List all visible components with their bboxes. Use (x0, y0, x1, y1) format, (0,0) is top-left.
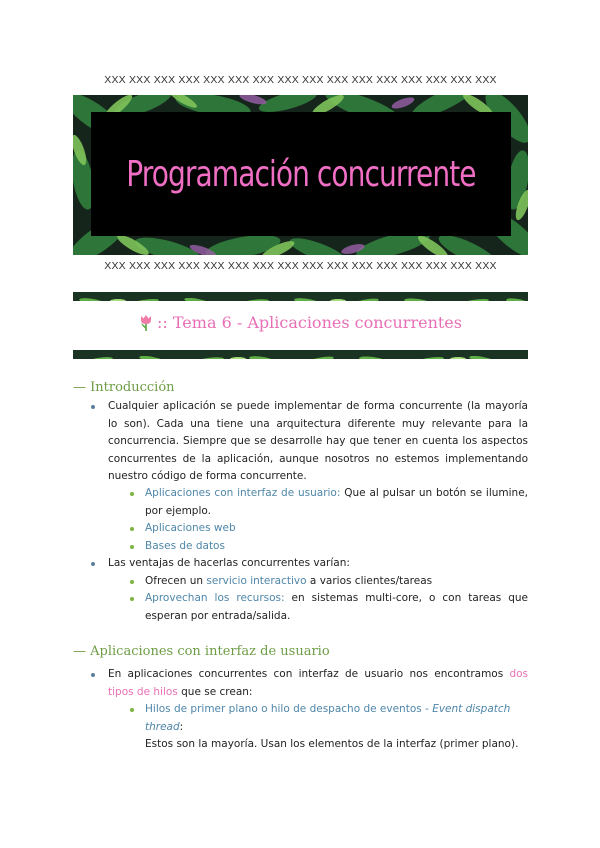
sub-bullet-dot (130, 545, 134, 549)
leaf-strip-bottom (73, 350, 528, 359)
title-box (91, 112, 511, 236)
intro-subbullet-db: Bases de datos (145, 540, 225, 552)
sub-bullet-dot (130, 580, 134, 584)
decorative-x-row-top: XXX XXX XXX XXX XXX XXX XXX XXX XXX XXX XXX XXX XXX XXX XXX XXX (104, 74, 497, 86)
sub-bullet-dot (130, 708, 134, 712)
leaf-strip-pattern (73, 298, 528, 301)
subbullet-text: Estos son la mayoría. Usan los elementos de la interfaz (primer plano). (145, 738, 519, 750)
colon: : (179, 720, 184, 733)
intro-bullet-2: Las ventajas de hacerlas concurrentes varían: (108, 557, 350, 569)
italic-term: Event dispatch thread (145, 703, 511, 733)
intro-bullet-1: Cualquier aplicación se puede implementar de forma concurrente (la mayoría lo son). Cada una tiene una arquitectura diferente muy relevante para la concurrencia. Siempre que se desarrolle hay que tener en cuenta los aspectos concurrentes de la aplicación, aunque nosotros no estemos implementando nuestro código de forma concurrente. (108, 400, 528, 482)
subbullet-text: Que al pulsar un botón se ilumine, por ejemplo. (145, 487, 529, 517)
leaf-strip-pattern (73, 356, 528, 359)
bullet-dot (91, 562, 95, 566)
section-heading-introduccion: — Introducción (73, 380, 175, 395)
link-text: Aprovechan los recursos: (145, 592, 285, 604)
topic-title (73, 313, 528, 335)
bullet-text: que se crean: (177, 685, 253, 698)
sub-bullet-dot (130, 527, 134, 531)
intro-subbullet-resources (145, 590, 528, 625)
link-text: Aplicaciones con interfaz de usuario: (145, 487, 341, 499)
section-heading-apps-ui: — Aplicaciones con interfaz de usuario (73, 644, 330, 659)
highlight-text: dos tipos de hilos (108, 668, 528, 698)
apps-subbullet-dispatch (145, 701, 528, 754)
subbullet-text: Ofrecen un (145, 575, 207, 587)
subbullet-text: en sistemas multi-core, o con tareas que esperan por entrada/salida. (145, 592, 529, 622)
sub-bullet-dot (130, 597, 134, 601)
page-title: Programación concurrente (126, 153, 476, 195)
topic-text: :: Tema 6 - Aplicaciones concurrentes (157, 313, 462, 332)
intro-subbullet-ui (145, 485, 528, 520)
intro-subbullet-web: Aplicaciones web (145, 522, 236, 534)
leaf-strip-top (73, 292, 528, 301)
apps-bullet-1 (108, 666, 528, 701)
tulip-icon (139, 314, 153, 335)
link-text: Hilos de primer plano o hilo de despacho de eventos - (145, 703, 433, 715)
decorative-x-row-bottom: XXX XXX XXX XXX XXX XXX XXX XXX XXX XXX XXX XXX XXX XXX XXX XXX (104, 260, 497, 272)
subbullet-text: a varios clientes/tareas (306, 575, 433, 587)
intro-subbullet-interactive (145, 573, 432, 591)
bullet-text: En aplicaciones concurrentes con interfaz de usuario nos encontramos (108, 668, 510, 680)
link-text: servicio interactivo (206, 575, 307, 587)
bullet-dot (91, 673, 95, 677)
bullet-dot (91, 405, 95, 409)
sub-bullet-dot (130, 492, 134, 496)
title-banner (73, 95, 528, 255)
